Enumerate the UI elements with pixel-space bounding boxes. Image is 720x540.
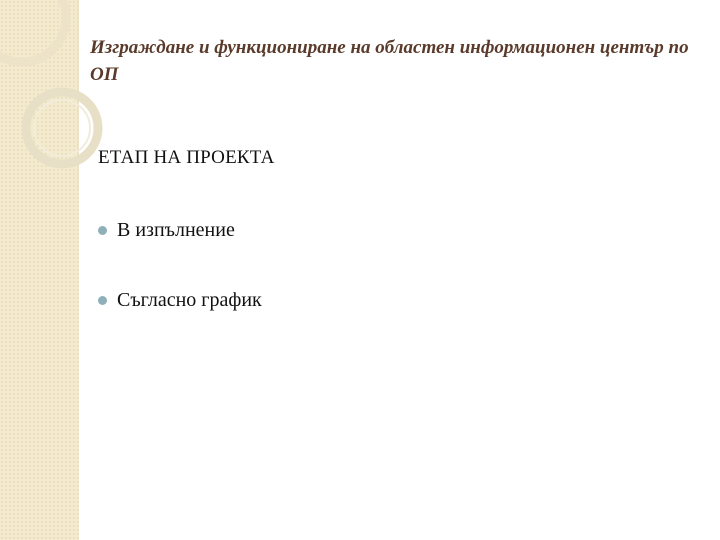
slide-title: Изграждане и функциониране на областен информационен център по ОП	[90, 37, 689, 85]
bullet-dot-icon	[98, 226, 107, 235]
bullet-label: Съгласно график	[117, 288, 262, 311]
bullet-list	[98, 214, 262, 354]
list-item	[98, 214, 262, 246]
bullet-label: В изпълнение	[117, 218, 235, 241]
bullet-dot-icon	[98, 296, 107, 305]
section-heading: ЕТАП НА ПРОЕКТА	[98, 147, 275, 168]
list-item	[98, 284, 262, 316]
